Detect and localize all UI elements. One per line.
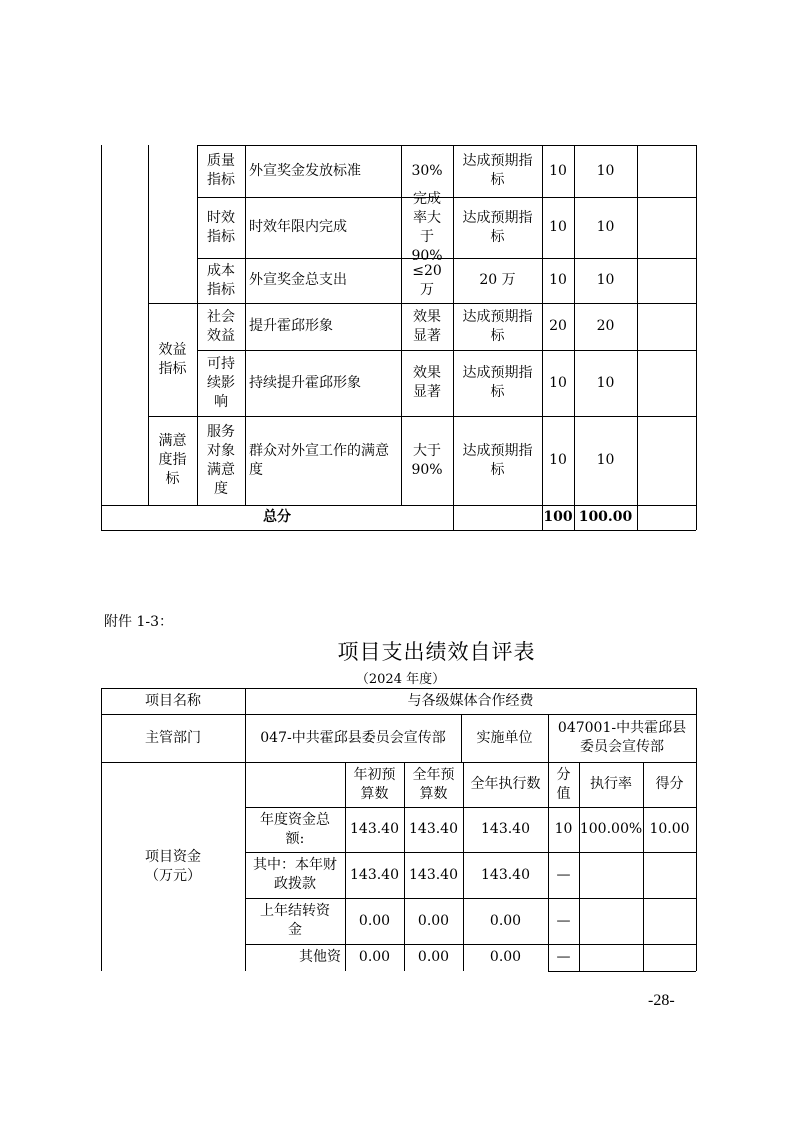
indicator-score: 10 bbox=[596, 374, 615, 391]
fund-executed: 0.00 bbox=[489, 912, 522, 929]
grid-line bbox=[696, 688, 697, 971]
indicator-l2-satisfaction: 满意 度指 标 bbox=[158, 433, 187, 487]
fund-row-label: 年度资金总 额: bbox=[260, 811, 330, 847]
indicator-score: 10 bbox=[596, 162, 615, 179]
indicator-score: 20 bbox=[596, 318, 615, 334]
grid-line bbox=[101, 530, 696, 531]
fund-rate bbox=[579, 852, 643, 898]
fund-score bbox=[643, 898, 696, 944]
fund-rate bbox=[579, 944, 643, 971]
indicator-target: 效果 显著 bbox=[413, 365, 441, 400]
indicator-actual: 20 万 bbox=[479, 272, 516, 288]
indicator-content: 提升霍邱形象 bbox=[249, 318, 333, 334]
funds-label: 项目资金 （万元） bbox=[145, 848, 201, 884]
fund-executed: 143.40 bbox=[481, 821, 530, 837]
fund-executed: 143.40 bbox=[481, 866, 530, 883]
impl-value: 047001-中共霍邱县 委员会宣传部 bbox=[557, 720, 687, 755]
fund-score bbox=[643, 852, 696, 898]
col-header: 执行率 bbox=[590, 776, 632, 792]
indicator-l3: 质量 指标 bbox=[207, 153, 235, 188]
fund-score: 10.00 bbox=[649, 821, 690, 837]
col-header: 得分 bbox=[655, 776, 684, 792]
fund-weight: 10 bbox=[554, 821, 573, 837]
col-header: 全年预 算数 bbox=[412, 766, 455, 802]
col-header: 全年执行数 bbox=[470, 776, 541, 792]
indicator-actual: 达成预期指 标 bbox=[462, 153, 533, 188]
fund-weight: — bbox=[556, 912, 571, 929]
fund-row-label: 上年结转资 金 bbox=[260, 903, 330, 938]
grid-line bbox=[696, 145, 697, 530]
indicator-score: 10 bbox=[596, 272, 615, 288]
indicator-l3: 社会 效益 bbox=[207, 308, 235, 344]
indicator-target: ≤20 万 bbox=[412, 262, 442, 298]
page-number: -28- bbox=[648, 992, 675, 1009]
indicator-weight: 10 bbox=[549, 219, 567, 235]
indicator-l3: 成本 指标 bbox=[207, 262, 235, 298]
page-subtitle: （2024 年度） bbox=[355, 672, 446, 687]
indicator-content: 群众对外宣工作的满意 度 bbox=[249, 442, 389, 478]
fund-rate bbox=[579, 898, 643, 944]
fund-initial: 0.00 bbox=[358, 949, 391, 965]
project-name: 与各级媒体合作经费 bbox=[407, 692, 534, 709]
fund-weight: — bbox=[556, 949, 571, 965]
total-weight: 100 bbox=[543, 509, 573, 525]
indicator-l3: 可持 续影 响 bbox=[207, 355, 235, 410]
project-name-label: 项目名称 bbox=[145, 692, 201, 709]
fund-annual: 0.00 bbox=[417, 949, 450, 965]
indicator-weight: 20 bbox=[549, 318, 567, 334]
indicator-weight: 10 bbox=[549, 374, 567, 391]
fund-initial: 0.00 bbox=[358, 912, 391, 929]
col-header: 分 值 bbox=[556, 766, 571, 802]
fund-annual: 143.40 bbox=[409, 821, 458, 837]
fund-executed: 0.00 bbox=[489, 949, 522, 965]
indicator-weight: 10 bbox=[549, 452, 567, 468]
impl-label: 实施单位 bbox=[476, 729, 533, 746]
annex-label: 附件 1-3： bbox=[104, 614, 173, 630]
fund-row-label: 其他资 bbox=[299, 949, 341, 965]
grid-line bbox=[101, 145, 102, 530]
indicator-content: 外宣奖金发放标准 bbox=[249, 162, 361, 179]
total-label: 总分 bbox=[263, 509, 291, 525]
fund-rate: 100.00% bbox=[579, 821, 643, 837]
indicator-actual: 达成预期指 标 bbox=[462, 209, 533, 245]
indicator-target: 大于 90% bbox=[411, 442, 443, 478]
indicator-weight: 10 bbox=[549, 272, 567, 288]
indicator-weight: 10 bbox=[549, 162, 567, 179]
indicator-l3: 时效 指标 bbox=[207, 209, 235, 245]
indicator-l3: 服务 对象 满意 度 bbox=[207, 423, 235, 497]
fund-initial: 143.40 bbox=[350, 821, 399, 837]
indicator-target: 30% bbox=[411, 162, 443, 179]
fund-row-label: 其中：本年财 政拨款 bbox=[253, 857, 337, 892]
total-score: 100.00 bbox=[578, 509, 633, 525]
fund-annual: 143.40 bbox=[409, 866, 458, 883]
indicator-actual: 达成预期指 标 bbox=[462, 442, 533, 478]
page-title: 项目支出绩效自评表 bbox=[337, 640, 536, 664]
indicator-actual: 达成预期指 标 bbox=[462, 308, 533, 344]
fund-score bbox=[643, 944, 696, 971]
indicator-content: 外宣奖金总支出 bbox=[249, 272, 347, 288]
indicator-content: 时效年限内完成 bbox=[249, 219, 347, 235]
dept-value: 047-中共霍邱县委员会宣传部 bbox=[260, 729, 446, 746]
indicator-actual: 达成预期指 标 bbox=[462, 365, 533, 400]
indicator-content: 持续提升霍邱形象 bbox=[249, 374, 361, 391]
grid-line bbox=[637, 145, 638, 530]
indicator-score: 10 bbox=[596, 452, 615, 468]
col-header: 年初预 算数 bbox=[353, 766, 396, 802]
fund-annual: 0.00 bbox=[417, 912, 450, 929]
fund-weight: — bbox=[556, 866, 571, 883]
indicator-target: 完成 率大 于 90% bbox=[411, 190, 443, 264]
grid-line bbox=[548, 971, 696, 972]
indicator-target: 效果 显著 bbox=[413, 308, 441, 344]
fund-initial: 143.40 bbox=[350, 866, 399, 883]
indicator-score: 10 bbox=[596, 219, 615, 235]
dept-label: 主管部门 bbox=[145, 729, 201, 746]
indicator-l2-benefit: 效益 指标 bbox=[158, 341, 187, 377]
